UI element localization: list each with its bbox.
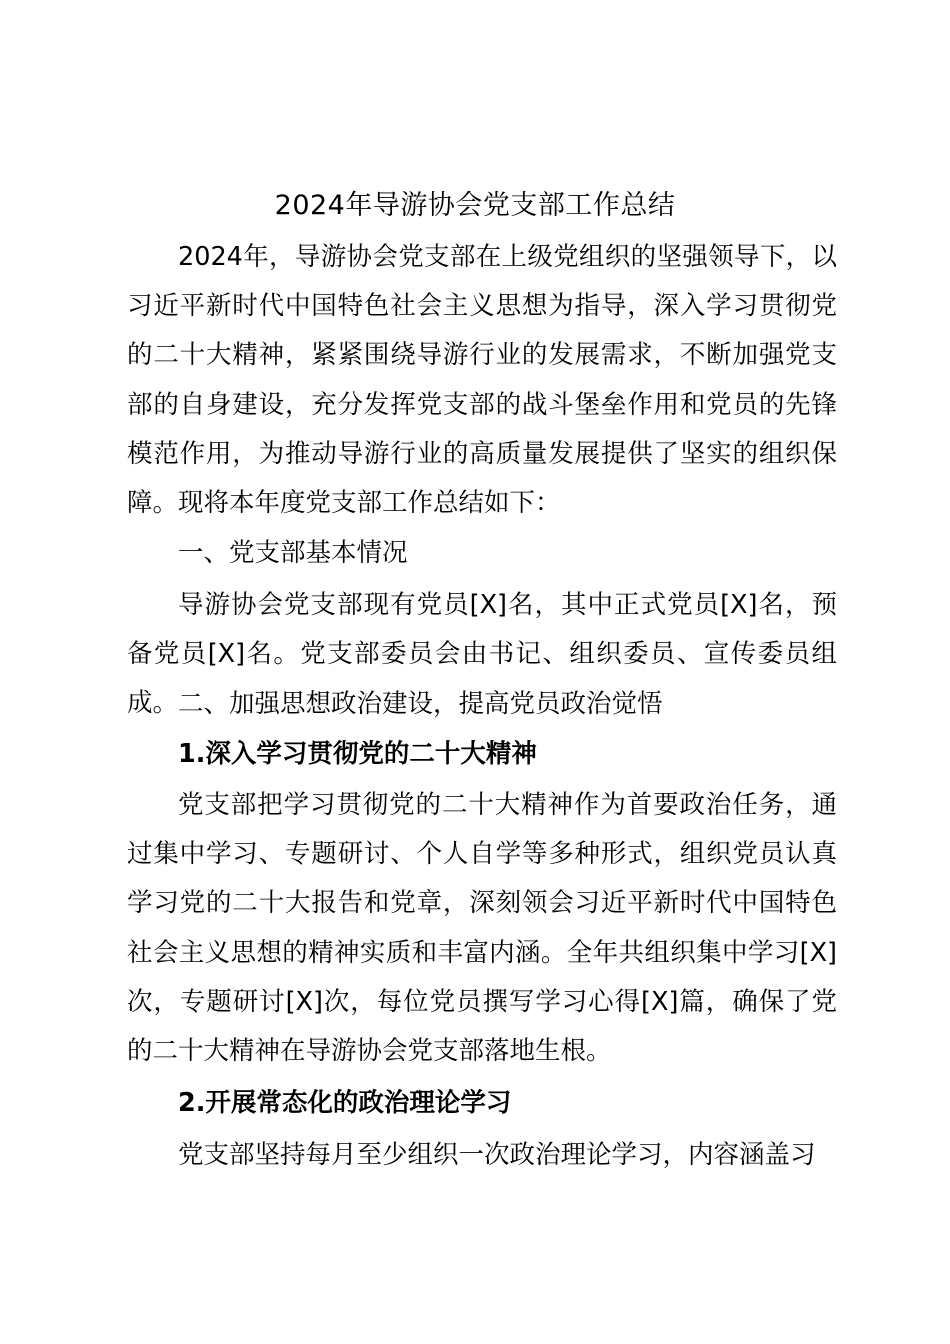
section-1-heading: 一、党支部基本情况 (178, 538, 408, 568)
section-1-paragraph: 导游协会党支部现有党员[X]名，其中正式党员[X]名，预备党员[X]名。党支部委员会由书记、组织委员、宣传委员组成。 (127, 590, 837, 719)
subsection-2-paragraph: 党支部坚持每月至少组织一次政治理论学习，内容涵盖习 (178, 1140, 816, 1170)
subsection-2-heading: 2.开展常态化的政治理论学习 (178, 1088, 512, 1118)
document-title: 2024年导游协会党支部工作总结 (274, 190, 676, 221)
section-2-heading: 二、加强思想政治建设，提高党员政治觉悟 (178, 689, 663, 719)
subsection-1-heading: 1.深入学习贯彻党的二十大精神 (178, 739, 537, 769)
intro-paragraph: 2024年，导游协会党支部在上级党组织的坚强领导下，以习近平新时代中国特色社会主义思想为指导，深入学习贯彻党的二十大精神，紧紧围绕导游行业的发展需求，不断加强党支部的自身建设，充分发挥党支部的战斗堡垒作用和党员的先锋模范作用，为推动导游行业的高质量发展提供了坚实的组织保障。现将本年度党支部工作总结如下： (127, 242, 837, 519)
subsection-1-paragraph: 党支部把学习贯彻党的二十大精神作为首要政治任务，通过集中学习、专题研讨、个人自学等多种形式，组织党员认真学习党的二十大报告和党章，深刻领会习近平新时代中国特色社会主义思想的精神实质和丰富内涵。全年共组织集中学习[X]次，专题研讨[X]次，每位党员撰写学习心得[X]篇，确保了党的二十大精神在导游协会党支部落地生根。 (127, 790, 837, 1067)
